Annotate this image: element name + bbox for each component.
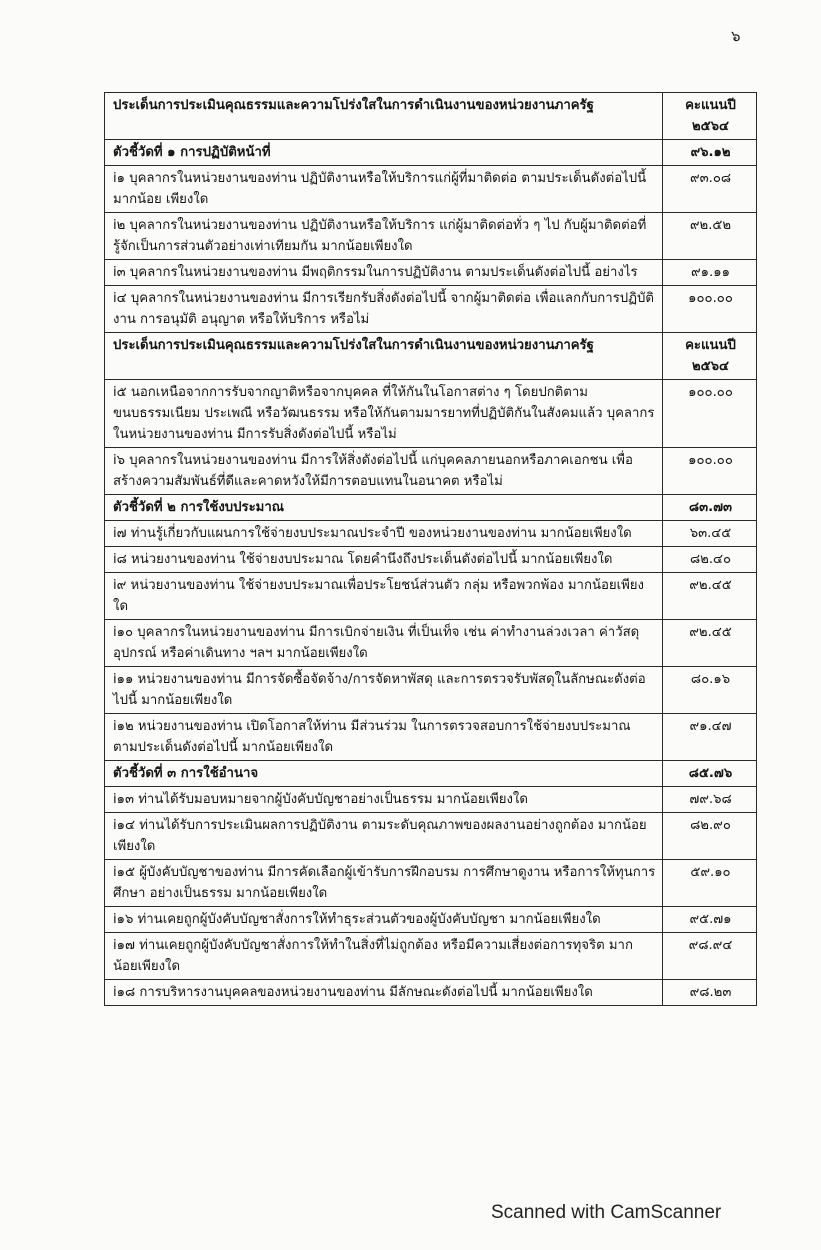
table-row (105, 813, 757, 860)
indicator-row (105, 761, 757, 787)
question-text: i๑๑ หน่วยงานของท่าน มีการจัดซื้อจัดจ้าง/การจัดหาพัสดุ และการตรวจรับพัสดุในลักษณะดังต่อไปนี้ มากน้อยเพียงใด (105, 667, 663, 714)
score-value: ๑๐๐.๐๐ (663, 380, 757, 448)
indicator-title: ตัวชี้วัดที่ ๑ การปฏิบัติหน้าที่ (105, 140, 663, 166)
score-value: ๑๐๐.๐๐ (663, 448, 757, 495)
indicator-row (105, 495, 757, 521)
score-value: ๑๐๐.๐๐ (663, 286, 757, 333)
score-value: ๘๐.๑๖ (663, 667, 757, 714)
indicator-row (105, 140, 757, 166)
score-value: ๙๒.๕๒ (663, 213, 757, 260)
table-row (105, 860, 757, 907)
question-text: i๒ บุคลากรในหน่วยงานของท่าน ปฏิบัติงานหรือให้บริการ แก่ผู้มาติดต่อทั่ว ๆ ไป กับผู้มาติดต่อที่รู้จักเป็นการส่วนตัวอย่างเท่าเทียมกัน มากน้อยเพียงใด (105, 213, 663, 260)
question-text: i๘ หน่วยงานของท่าน ใช้จ่ายงบประมาณ โดยคำนึงถึงประเด็นดังต่อไปนี้ มากน้อยเพียงใด (105, 547, 663, 573)
score-value: ๙๓.๐๘ (663, 166, 757, 213)
score-value: ๕๙.๑๐ (663, 860, 757, 907)
score-value: ๙๒.๔๕ (663, 573, 757, 620)
question-text: i๑ บุคลากรในหน่วยงานของท่าน ปฏิบัติงานหรือให้บริการแก่ผู้ที่มาติดต่อ ตามประเด็นดังต่อไปนี้ มากน้อย เพียงใด (105, 166, 663, 213)
score-value: ๙๘.๙๔ (663, 933, 757, 980)
table-row (105, 573, 757, 620)
table-row (105, 714, 757, 761)
score-value: ๙๑.๑๑ (663, 260, 757, 286)
table-row (105, 166, 757, 213)
scanner-watermark: Scanned with CamScanner (491, 1202, 722, 1223)
header-issue-cell: ประเด็นการประเมินคุณธรรมและความโปร่งใสในการดำเนินงานของหน่วยงานภาครัฐ (105, 333, 663, 380)
table-row (105, 620, 757, 667)
score-value: ๘๒.๔๐ (663, 547, 757, 573)
question-text: i๑๗ ท่านเคยถูกผู้บังคับบัญชาสั่งการให้ทำในสิ่งที่ไม่ถูกต้อง หรือมีความเสี่ยงต่อการทุจริต มากน้อยเพียงใด (105, 933, 663, 980)
question-text: i๔ บุคลากรในหน่วยงานของท่าน มีการเรียกรับสิ่งดังต่อไปนี้ จากผู้มาติดต่อ เพื่อแลกกับการปฏิบัติงาน การอนุมัติ อนุญาต หรือให้บริการ หรือไม่ (105, 286, 663, 333)
question-text: i๑๒ หน่วยงานของท่าน เปิดโอกาสให้ท่าน มีส่วนร่วม ในการตรวจสอบการใช้จ่ายงบประมาณ ตามประเด็นดังต่อไปนี้ มากน้อยเพียงใด (105, 714, 663, 761)
question-text: i๙ หน่วยงานของท่าน ใช้จ่ายงบประมาณเพื่อประโยชน์ส่วนตัว กลุ่ม หรือพวกพ้อง มากน้อยเพียงใด (105, 573, 663, 620)
table-header-row (105, 333, 757, 380)
question-text: i๖ บุคลากรในหน่วยงานของท่าน มีการให้สิ่งดังต่อไปนี้ แก่บุคคลภายนอกหรือภาคเอกชน เพื่อสร้างความสัมพันธ์ที่ดีและคาดหวังให้มีการตอบแทนในอนาคต หรือไม่ (105, 448, 663, 495)
score-value: ๙๘.๒๓ (663, 980, 757, 1006)
table-row (105, 448, 757, 495)
question-text: i๑๘ การบริหารงานบุคคลของหน่วยงานของท่าน มีลักษณะดังต่อไปนี้ มากน้อยเพียงใด (105, 980, 663, 1006)
header-score-cell: คะแนนปี ๒๕๖๔ (663, 333, 757, 380)
question-text: i๑๕ ผู้บังคับบัญชาของท่าน มีการคัดเลือกผู้เข้ารับการฝึกอบรม การศึกษาดูงาน หรือการให้ทุนการศึกษา อย่างเป็นธรรม มากน้อยเพียงใด (105, 860, 663, 907)
question-text: i๓ บุคลากรในหน่วยงานของท่าน มีพฤติกรรมในการปฏิบัติงาน ตามประเด็นดังต่อไปนี้ อย่างไร (105, 260, 663, 286)
table-row (105, 260, 757, 286)
table-row (105, 907, 757, 933)
table-row (105, 213, 757, 260)
table-row (105, 380, 757, 448)
score-value: ๙๒.๔๕ (663, 620, 757, 667)
question-text: i๑๐ บุคลากรในหน่วยงานของท่าน มีการเบิกจ่ายเงิน ที่เป็นเท็จ เช่น ค่าทำงานล่วงเวลา ค่าวัสดุอุปกรณ์ หรือค่าเดินทาง ฯลฯ มากน้อยเพียงใด (105, 620, 663, 667)
score-value: ๘๕.๗๖ (663, 761, 757, 787)
table-row (105, 521, 757, 547)
score-value: ๖๓.๔๕ (663, 521, 757, 547)
indicator-title: ตัวชี้วัดที่ ๒ การใช้งบประมาณ (105, 495, 663, 521)
score-value: ๗๙.๖๘ (663, 787, 757, 813)
score-value: ๙๕.๗๑ (663, 907, 757, 933)
question-text: i๑๓ ท่านได้รับมอบหมายจากผู้บังคับบัญชาอย่างเป็นธรรม มากน้อยเพียงใด (105, 787, 663, 813)
table-row (105, 667, 757, 714)
table-row (105, 933, 757, 980)
table-row (105, 787, 757, 813)
page-number: ๖ (731, 27, 741, 45)
table-row (105, 286, 757, 333)
question-text: i๕ นอกเหนือจากการรับจากญาติหรือจากบุคคล ที่ให้กันในโอกาสต่าง ๆ โดยปกติตามขนบธรรมเนียม ประเพณี หรือวัฒนธรรม หรือให้กันตามมารยาทที่ปฏิบัติกันในสังคมแล้ว บุคลากรในหน่วยงานของท่าน มีการรับสิ่งดังต่อไปนี้ หรือไม่ (105, 380, 663, 448)
evaluation-table-body (105, 93, 757, 1006)
question-text: i๗ ท่านรู้เกี่ยวกับแผนการใช้จ่ายงบประมาณประจำปี ของหน่วยงานของท่าน มากน้อยเพียงใด (105, 521, 663, 547)
header-score-cell: คะแนนปี ๒๕๖๔ (663, 93, 757, 140)
table-header-row (105, 93, 757, 140)
evaluation-table (104, 92, 757, 1006)
question-text: i๑๖ ท่านเคยถูกผู้บังคับบัญชาสั่งการให้ทำธุระส่วนตัวของผู้บังคับบัญชา มากน้อยเพียงใด (105, 907, 663, 933)
score-value: ๙๑.๔๗ (663, 714, 757, 761)
score-value: ๘๓.๗๓ (663, 495, 757, 521)
score-value: ๘๒.๙๐ (663, 813, 757, 860)
question-text: i๑๔ ท่านได้รับการประเมินผลการปฏิบัติงาน ตามระดับคุณภาพของผลงานอย่างถูกต้อง มากน้อยเพียงใด (105, 813, 663, 860)
table-row (105, 980, 757, 1006)
table-row (105, 547, 757, 573)
header-issue-cell: ประเด็นการประเมินคุณธรรมและความโปร่งใสในการดำเนินงานของหน่วยงานภาครัฐ (105, 93, 663, 140)
indicator-title: ตัวชี้วัดที่ ๓ การใช้อำนาจ (105, 761, 663, 787)
score-value: ๙๖.๑๒ (663, 140, 757, 166)
